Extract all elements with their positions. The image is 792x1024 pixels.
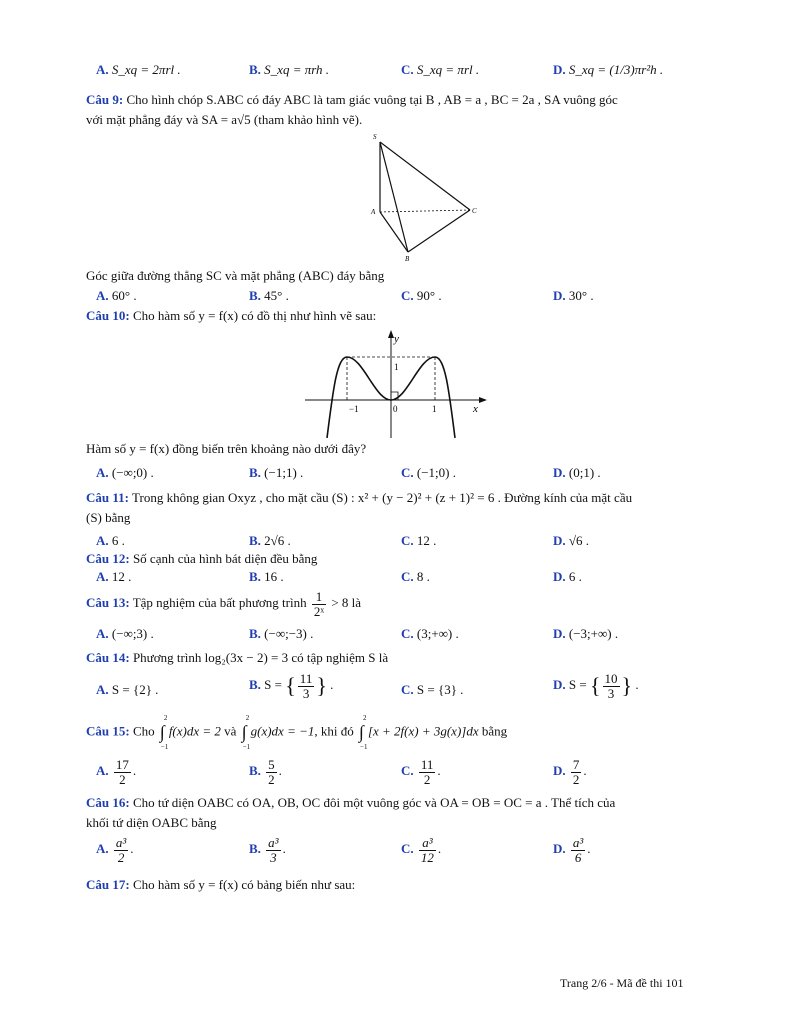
edge-ab [380,212,408,252]
integral-3: ∫ 2 −1 [359,714,368,751]
q16-line1: Câu 16: Cho tứ diện OABC có OA, OB, OC đôi một vuông góc và OA = OB = OC = a . Thể tích của [86,795,616,810]
q15-option-d: D. $\frac{7}{2}$ . [553,757,587,787]
q12-option-b: B. 16 . [249,569,284,584]
q11-line2: (S) bằng [86,510,131,525]
q9-option-c: C. 90° . [401,288,442,303]
q13-option-a: A. (−∞;3) . [96,626,154,641]
q12-option-d: D. 6 . [553,569,582,584]
q14-option-b: B. S = { $\frac{11}{3}$ } . [249,671,334,701]
q10-option-d: D. (0;1) . [553,465,601,480]
q10-question: Hàm số y = f(x) đồng biến trên khoảng nào dưới đây? [86,441,367,456]
q10-option-c: C. (−1;0) . [401,465,456,480]
q15-option-b: B. $\frac{5}{2}$ . [249,757,282,787]
label-b: B [405,255,410,262]
q17-line1: Câu 17: Cho hàm số y = f(x) có bảng biến như sau: [86,877,356,892]
label-s: S [373,133,377,141]
q15-line1: Câu 15: Cho ∫ 2 −1 f(x)dx = 2 và ∫ 2 −1 g(x)dx = −1, khi đó ∫ 2 −1 [x + 2f(x) + 3g(x)]dx bằng [86,714,508,751]
label-c: C [472,207,477,215]
edge-bc [408,210,470,252]
pyramid-figure [368,132,484,262]
q13-fraction: $\frac{1}{\text{2ˣ}}$ [313,589,325,619]
tick-x1: 1 [432,404,437,414]
q8-option-d: D. S_xq = (1/3)πr²h . [553,62,664,77]
tick-y1: 1 [394,362,399,372]
q14-option-c: C. S = {3} . [401,682,464,697]
q16-option-c: C. $\frac{\text{a³}}{12}$ . [401,835,442,865]
q16-option-a: A. $\frac{\text{a³}}{2}$ . [96,835,134,865]
q11-option-a: A. 6 . [96,533,125,548]
q14-line1: Câu 14: Phương trình log₂(3x − 2) = 3 có tập nghiệm S là [86,650,389,665]
q11-option-c: C. 12 . [401,533,437,548]
q13-option-b: B. (−∞;−3) . [249,626,314,641]
tick-origin: 0 [393,404,398,414]
q13-line1: Câu 13: Tập nghiệm của bất phương trình $\frac{1}{\text{2ˣ}}$ > 8 là [86,589,362,619]
q10-option-b: B. (−1;1) . [249,465,304,480]
y-label: y [394,333,399,345]
edge-sc [380,142,470,210]
q13-option-d: D. (−3;+∞) . [553,626,619,641]
q16-option-b: B. $\frac{\text{a³}}{3}$ . [249,835,286,865]
q8-option-c: C. S_xq = πrl . [401,62,480,77]
q10-option-a: A. (−∞;0) . [96,465,154,480]
page-footer: Trang 2/6 - Mã đề thi 101 [560,976,684,990]
q9-line1: Câu 9: Cho hình chóp S.ABC có đáy ABC là tam giác vuông tại B , AB = a , BC = 2a , SA vuông góc [86,92,618,107]
q8-option-b: B. S_xq = πrh . [249,62,330,77]
edge-ac-hidden [380,210,470,212]
q11-option-d: D. √6 . [553,533,590,548]
q10-line1: Câu 10: Cho hàm số y = f(x) có đồ thị như hình vẽ sau: [86,308,377,323]
q9-option-d: D. 30° . [553,288,594,303]
function-graph [305,330,487,438]
integral-1: ∫ 2 −1 [159,714,169,751]
x-label: x [473,403,478,415]
q15-option-c: C. $\frac{11}{2}$ . [401,757,441,787]
q9-option-b: B. 45° . [249,288,289,303]
edge-sb [380,142,408,252]
q9-line2: với mặt phẳng đáy và SA = a√5 (tham khảo hình vẽ). [86,112,363,127]
q12-option-c: C. 8 . [401,569,430,584]
tick-xm1: −1 [349,404,359,414]
q13-option-c: C. (3;+∞) . [401,626,459,641]
q12-option-a: A. 12 . [96,569,132,584]
q9-question: Góc giữa đường thẳng SC và mặt phẳng (ABC) đáy bằng [86,268,385,283]
q14-option-d: D. S = { $\frac{10}{3}$ } . [553,671,639,701]
q12-line1: Câu 12: Số cạnh của hình bát diện đều bằng [86,551,318,566]
q16-option-d: D. $\frac{\text{a³}}{6}$ . [553,835,591,865]
q11-line1: Câu 11: Trong không gian Oxyz , cho mặt cầu (S) : x² + (y − 2)² + (z + 1)² = 6 . Đường kính của mặt cầu [86,490,633,505]
integral-2: ∫ 2 −1 [241,714,251,751]
q15-option-a: A. $\frac{17}{2}$ . [96,757,137,787]
q11-option-b: B. 2√6 . [249,533,291,548]
q9-option-a: A. 60° . [96,288,137,303]
q16-line2: khối tứ diện OABC bằng [86,815,217,830]
x-axis-arrow [479,397,487,403]
label-a: A [371,208,376,216]
q8-option-a: A. S_xq = 2πrl . [96,62,181,77]
q14-option-a: A. S = {2} . [96,682,159,697]
